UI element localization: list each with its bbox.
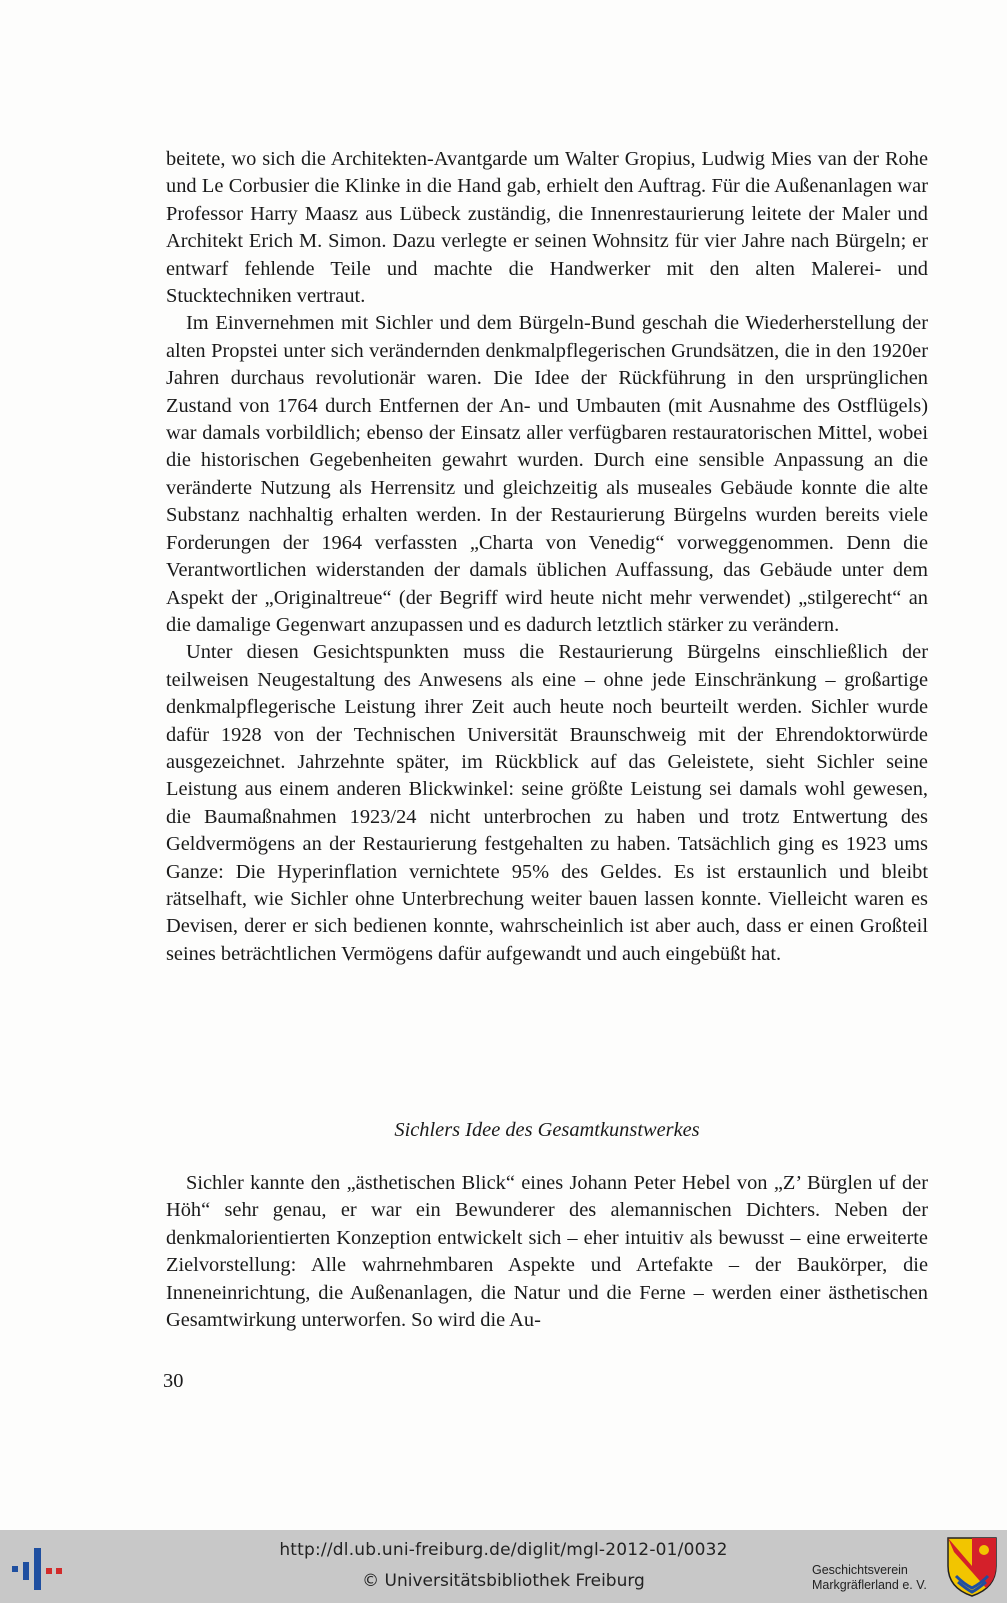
section-heading: Sichlers Idee des Gesamtkunstwerkes — [394, 1119, 700, 1141]
society-line-2: Markgräflerland e. V. — [812, 1578, 927, 1592]
society-line-1: Geschichtsverein — [812, 1563, 908, 1577]
society-name — [812, 1563, 940, 1593]
body-text — [166, 146, 928, 968]
paragraph-4: Sichler kannte den „ästhetischen Blick“ eines Johann Peter Hebel von „Z’ Bürglen uf der Höh“ sehr genau, er war ein Bewunderer des alemannischen Dichters. Neben der denkmalorientierten Konzeption entwickelt sich – eher intuitiv als bewusst – eine erweiterte Zielvorstellung: Alle wahrnehmbaren Aspekte und Artefakte – der Baukörper, die Inneneinrichtung, die Außenanlagen, die Natur und die Ferne – werden einer ästhetischen Gesamtwirkung unterworfen. So wird die Au- — [166, 1172, 928, 1332]
footer-url[interactable]: http://dl.ub.uni-freiburg.de/diglit/mgl-2012-01/0032 — [279, 1540, 728, 1560]
paragraph-1: beitete, wo sich die Architekten-Avantgarde um Walter Gropius, Ludwig Mies van der Rohe und Le Corbusier die Klinke in die Hand gab, erhielt den Auftrag. Für die Außenanlagen war Professor Harry Maasz aus Lübeck zuständig, die Innenrestaurierung leitete der Maler und Architekt Erich M. Simon. Dazu verlegte er seinen Wohnsitz für vier Jahre nach Bürgeln; er entwarf fehlende Teile und machte die Handwerker mit den alten Malerei- und Stucktechniken vertraut. — [166, 148, 928, 308]
paragraph-3: Unter diesen Gesichtspunkten muss die Restaurierung Bürgelns einschließlich der teilweisen Neugestaltung des Anwesens als eine – ohne jede Einschränkung – großartige denkmalpflegerische Leistung ihrer Zeit auch heute noch beurteilt werden. Sichler wurde dafür 1928 von der Technischen Universität Braunschweig mit der Ehrendoktorwürde ausgezeichnet. Jahrzehnte später, im Rückblick auf das Geleistete, sieht Sichler seine Leistung aus einem anderen Blickwinkel: seine größte Leistung sei damals wohl gewesen, die Baumaßnahmen 1923/24 nicht unterbrochen zu haben und trotz Entwertung des Geldvermögens an der Restaurierung festgehalten zu haben. Tatsächlich ging es 1923 ums Ganze: Die Hyperinflation vernichtete 95% des Geldes. Es ist erstaunlich und bleibt rätselhaft, wie Sichler ohne Unterbrechung weiter bauen lassen konnte. Vielleicht waren es Devisen, derer er sich bedienen konnte, wahrscheinlich ist aber auch, dass er einen Großteil seines beträchtlichen Vermögens dafür aufgewandt und auch eingebüßt hat. — [166, 641, 928, 965]
footer-bar — [0, 1530, 1007, 1603]
paragraph-2: Im Einvernehmen mit Sichler und dem Bürgeln-Bund geschah die Wiederherstellung der alten Propstei unter sich verändernden denkmalpflegerischen Grundsätzen, die in den 1920er Jahren durchaus revolutionär waren. Die Idee der Rückführung in den ursprünglichen Zustand von 1764 durch Entfernen der An- und Umbauten (mit Ausnahme des Ostflügels) war damals vorbildlich; ebenso der Einsatz aller verfügbaren restauratorischen Mittel, wobei die historischen Gegebenheiten gewahrt wurden. Durch eine sensible Anpassung an die veränderte Nutzung als Herrensitz und gleichzeitig als museales Gebäude konnte die alte Substanz nachhaltig erhalten werden. In der Restaurierung Bürgelns wurden bereits viele Forderungen der 1964 verfassten „Charta von Venedig“ vorweggenommen. Denn die Verantwortlichen widerstanden der damals üblichen Auffassung, das Gebäude unter dem Aspekt der „Originaltreue“ (der Begriff wird heute nicht mehr verwendet) „stilgerecht“ an die damalige Gegenwart anzupassen und es dadurch letztlich stärker zu verändern. — [166, 312, 928, 636]
footer-copyright: © Universitätsbibliothek Freiburg — [362, 1571, 645, 1591]
page-number: 30 — [163, 1370, 184, 1392]
coat-of-arms-icon — [946, 1536, 998, 1598]
section-body-text — [166, 1170, 928, 1334]
